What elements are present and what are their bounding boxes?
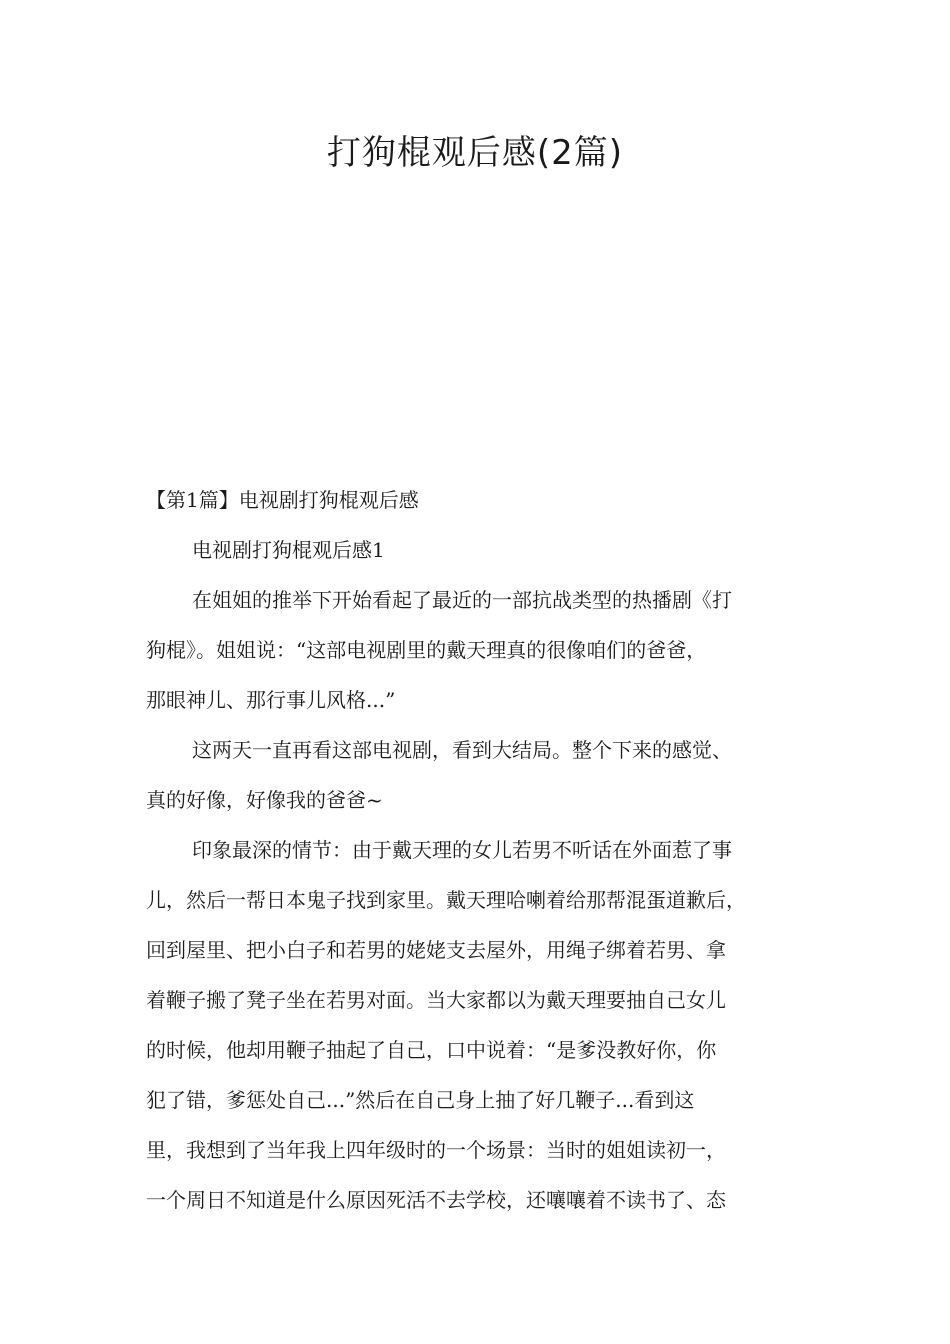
section-heading: 【第1篇】电视剧打狗棍观后感 — [146, 488, 419, 512]
paragraph-line: 真的好像，好像我的爸爸~ — [146, 788, 383, 812]
paragraph-3 — [146, 832, 818, 1218]
paragraph-line: 那眼神儿、那行事儿风格...” — [146, 688, 396, 712]
paragraph-line: 在姐姐的推举下开始看起了最近的一部抗战类型的热播剧《打 — [192, 588, 732, 612]
paragraph-line: 这两天一直再看这部电视剧，看到大结局。整个下来的感觉、 — [192, 738, 732, 762]
paragraph-2 — [146, 732, 818, 818]
paragraph-line: 儿，然后一帮日本鬼子找到家里。戴天理哈喇着给那帮混蛋道歉后， — [146, 888, 746, 912]
paragraph-line: 回到屋里、把小白子和若男的姥姥支去屋外，用绳子绑着若男、拿 — [146, 938, 726, 962]
paragraph-line: 一个周日不知道是什么原因死活不去学校，还嚷嚷着不读书了、态 — [146, 1188, 726, 1212]
document-title: 打狗棍观后感(2篇) — [326, 133, 624, 173]
paragraph-line: 着鞭子搬了凳子坐在若男对面。当大家都以为戴天理要抽自己女儿 — [146, 988, 726, 1012]
document-body — [146, 482, 818, 1218]
article-subheading: 电视剧打狗棍观后感1 — [192, 538, 385, 562]
paragraph-1 — [146, 582, 818, 718]
paragraph-line: 里，我想到了当年我上四年级时的一个场景：当时的姐姐读初一， — [146, 1138, 726, 1162]
paragraph-line: 犯了错，爹惩处自己...”然后在自己身上抽了好几鞭子...看到这 — [146, 1088, 695, 1112]
paragraph-line: 印象最深的情节：由于戴天理的女儿若男不听话在外面惹了事 — [192, 838, 732, 862]
paragraph-line: 的时候，他却用鞭子抽起了自己，口中说着：“是爹没教好你，你 — [146, 1038, 717, 1062]
paragraph-line: 狗棍》。姐姐说：“这部电视剧里的戴天理真的很像咱们的爸爸， — [146, 638, 707, 662]
